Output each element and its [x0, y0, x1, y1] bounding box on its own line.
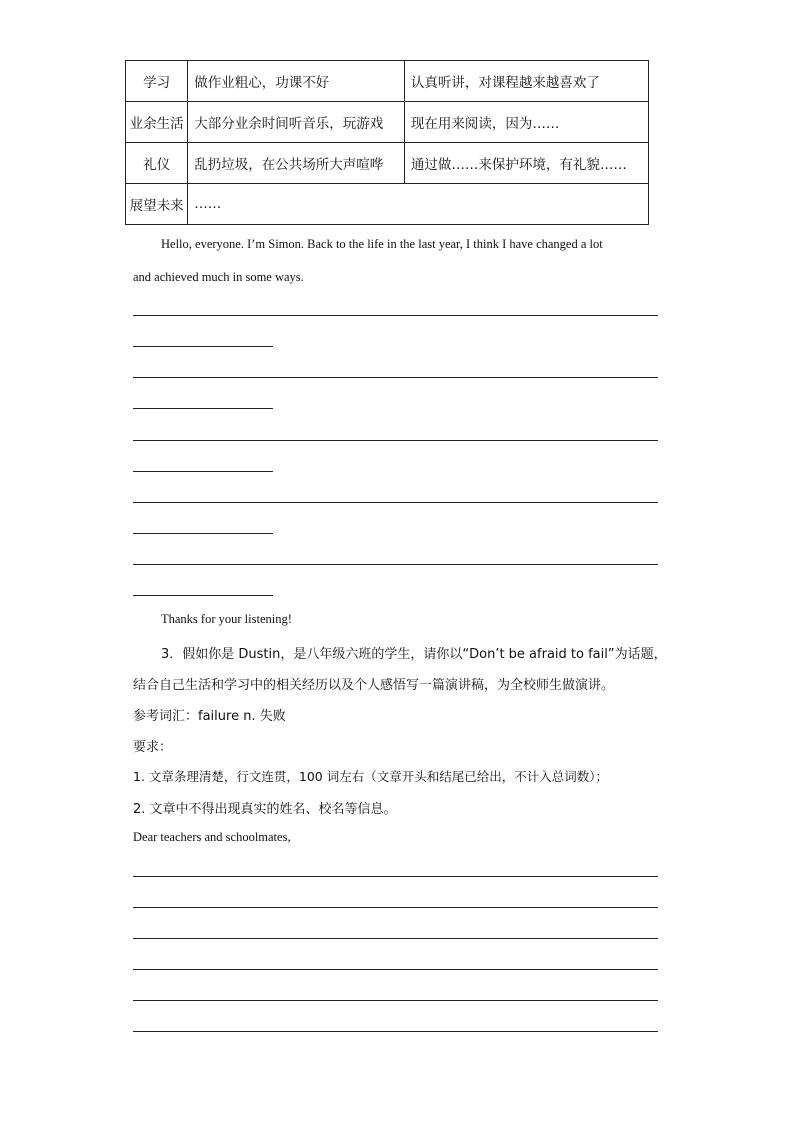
- answer-line: [133, 533, 273, 534]
- answer-line: [133, 315, 658, 316]
- answer-line: [133, 595, 273, 596]
- table-row: [126, 61, 649, 102]
- question3-requirements-label: 要求：: [133, 740, 173, 755]
- question3-requirement-2: 2. 文章中不得出现真实的姓名、校名等信息。: [133, 802, 397, 817]
- essay1-closing: Thanks for your listening!: [161, 612, 292, 626]
- question3-greeting: Dear teachers and schoolmates,: [133, 830, 291, 844]
- essay1-opening-line2: and achieved much in some ways.: [133, 270, 304, 284]
- comparison-table: [125, 60, 649, 225]
- question3-vocab: 参考词汇：failure n. 失败: [133, 709, 286, 724]
- table-cell-before: 乱扔垃圾，在公共场所大声喧哗: [188, 143, 405, 184]
- table-cell-after: 通过做……来保护环境，有礼貌……: [404, 143, 648, 184]
- table-cell-future: ……: [188, 184, 649, 225]
- answer-line: [133, 408, 273, 409]
- table-cell-category: 展望未来: [126, 184, 188, 225]
- question3-prompt-line2: 结合自己生活和学习中的相关经历以及个人感悟写一篇演讲稿，为全校师生做演讲。: [133, 678, 615, 693]
- answer-line: [133, 471, 273, 472]
- answer-line: [133, 1031, 658, 1032]
- answer-line: [133, 440, 658, 441]
- question3-requirement-1: 1. 文章条理清楚，行文连贯，100 词左右（文章开头和结尾已给出，不计入总词数）；: [133, 769, 608, 784]
- table-cell-before: 大部分业余时间听音乐，玩游戏: [188, 102, 405, 143]
- answer-line: [133, 1000, 658, 1001]
- answer-line: [133, 346, 273, 347]
- question3-prompt-line1: 3．假如你是 Dustin，是八年级六班的学生，请你以“Don’t be afraid to fail”为话题，: [161, 647, 667, 662]
- table-cell-category: 业余生活: [126, 102, 188, 143]
- table-row: [126, 184, 649, 225]
- answer-line: [133, 938, 658, 939]
- answer-line: [133, 907, 658, 908]
- answer-line: [133, 377, 658, 378]
- table-cell-after: 现在用来阅读，因为……: [404, 102, 648, 143]
- table-row: [126, 143, 649, 184]
- table-row: [126, 102, 649, 143]
- table-cell-category: 学习: [126, 61, 188, 102]
- answer-line: [133, 502, 658, 503]
- table-cell-category: 礼仪: [126, 143, 188, 184]
- answer-line: [133, 564, 658, 565]
- essay1-opening-line1: Hello, everyone. I’m Simon. Back to the life in the last year, I think I have changed a lot: [161, 237, 603, 251]
- answer-line: [133, 969, 658, 970]
- table-cell-before: 做作业粗心，功课不好: [188, 61, 405, 102]
- table-cell-after: 认真听讲，对课程越来越喜欢了: [404, 61, 648, 102]
- answer-line: [133, 876, 658, 877]
